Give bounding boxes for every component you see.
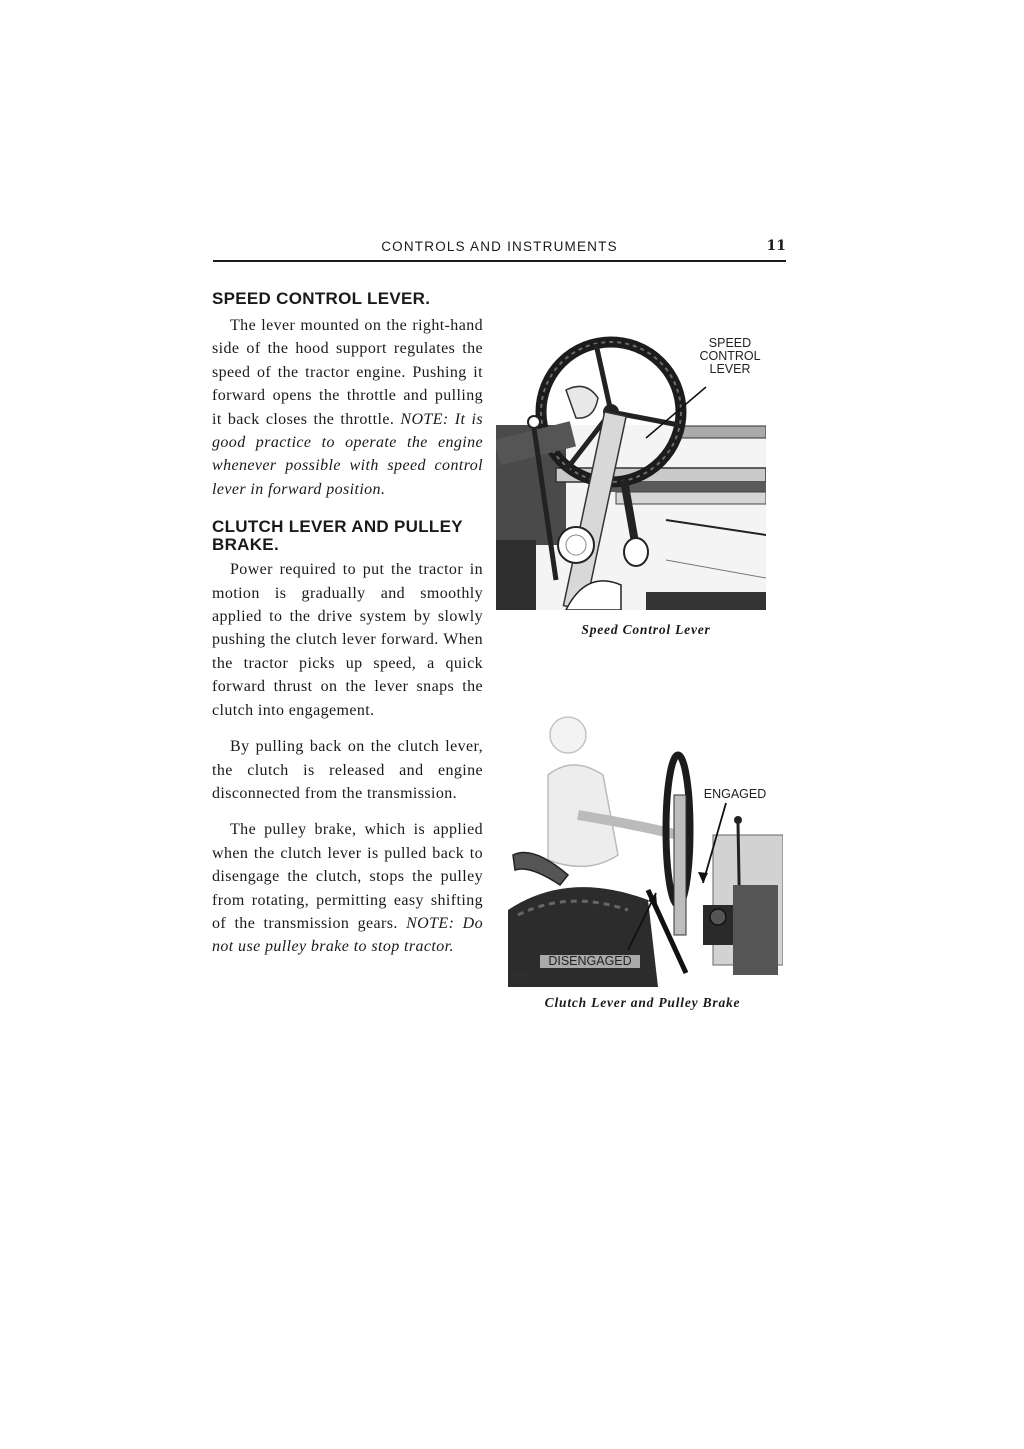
text-column — [212, 290, 483, 959]
speed-control-caption: Speed Control Lever — [581, 622, 711, 637]
clutch-lever-figure — [508, 705, 783, 987]
clutch-lever-photo — [508, 705, 783, 987]
clutch-lever-caption: Clutch Lever and Pulley Brake — [544, 995, 741, 1010]
clutch-section-heading: CLUTCH LEVER AND PULLEY BRAKE. — [212, 517, 463, 555]
speed-section-paragraph — [212, 314, 483, 501]
speed-section-note: NOTE: It is good practice to operate the engine whenever possible with speed control lever in forward position. — [212, 410, 483, 498]
speed-control-figure — [496, 330, 766, 610]
running-title: CONTROLS AND INSTRUMENTS — [381, 239, 618, 254]
clutch-paragraph-3-note: NOTE: Do not use pulley brake to stop tractor. — [212, 914, 483, 956]
clutch-paragraph-1: Power required to put the tractor in motion is gradually and smoothly applied to the drive system by slowly pushing the clutch lever forward. When the tractor picks up speed, a quick forward thrust on the lever snaps the clutch into engagement. — [212, 561, 483, 719]
speed-section-body: The lever mounted on the right-hand side of the hood support regulates the speed of the tractor engine. Pushing it forward opens the throttle and pulling it back closes the throttle. — [212, 317, 483, 428]
running-header — [213, 238, 786, 262]
engaged-label: ENGAGED — [703, 787, 767, 801]
disengaged-label: DISENGAGED — [540, 955, 640, 968]
clutch-paragraph-3 — [212, 818, 483, 958]
speed-section-heading: SPEED CONTROL LEVER. — [212, 289, 431, 308]
speed-control-label — [696, 337, 764, 376]
speed-control-label-line1: SPEED — [708, 336, 752, 350]
clutch-plate-number: 24926 — [510, 971, 530, 980]
speed-control-label-line2: CONTROL — [699, 349, 761, 363]
page-number: 11 — [766, 238, 786, 254]
speed-control-label-line3: LEVER — [709, 362, 751, 376]
clutch-paragraph-3-body: The pulley brake, which is applied when the clutch lever is pulled back to disengage the clutch, stops the pulley from rotating, permitting easy shifting of the transmission gears. — [212, 821, 483, 932]
clutch-paragraph-2: By pulling back on the clutch lever, the clutch is released and engine disconnected from the transmission. — [212, 738, 483, 802]
speed-control-plate-number: 24924 — [514, 595, 534, 604]
